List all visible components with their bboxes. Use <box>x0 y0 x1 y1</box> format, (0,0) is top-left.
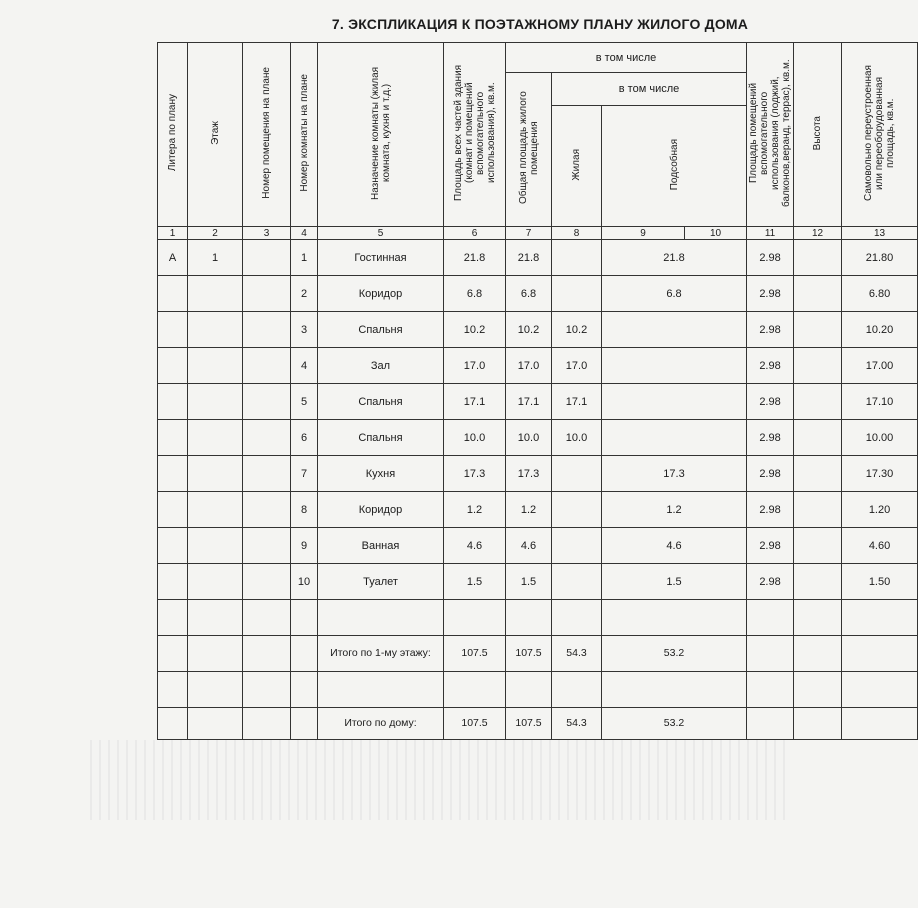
cell-litera <box>158 456 188 492</box>
cell-living-total: 21.8 <box>506 240 552 276</box>
cell-floor: 1 <box>188 240 243 276</box>
cell-litera <box>158 384 188 420</box>
header-auxiliary: Подсобная <box>602 105 747 226</box>
table-row <box>158 456 918 492</box>
cell-living <box>552 492 602 528</box>
cell-room: 1 <box>291 240 318 276</box>
cell-purpose: Ванная <box>318 528 444 564</box>
cell-premise <box>243 384 291 420</box>
cell-total: 1.2 <box>444 492 506 528</box>
col-number: 4 <box>291 227 318 240</box>
cell-note: 21.80 <box>842 240 918 276</box>
cell-litera <box>158 492 188 528</box>
cell-premise <box>243 528 291 564</box>
cell-note: 17.10 <box>842 384 918 420</box>
cell-litera <box>158 420 188 456</box>
table-row <box>158 492 918 528</box>
cell-height: 2.98 <box>747 240 794 276</box>
cell-note: 17.00 <box>842 348 918 384</box>
house-total-row <box>158 708 918 740</box>
cell-living-total: 10.0 <box>506 420 552 456</box>
header-total-area: Площадь всех частей здания (комнат и помещений вспомогательного использования), кв.м. <box>444 43 506 227</box>
floor-total-living: 54.3 <box>552 636 602 672</box>
cell-room: 9 <box>291 528 318 564</box>
cell-purpose: Зал <box>318 348 444 384</box>
cell-aux: 4.6 <box>602 528 747 564</box>
cell-total: 17.3 <box>444 456 506 492</box>
cell-total: 10.0 <box>444 420 506 456</box>
cell-height: 2.98 <box>747 492 794 528</box>
cell-premise <box>243 276 291 312</box>
cell-purpose: Спальня <box>318 384 444 420</box>
cell-unauth <box>794 420 842 456</box>
cell-floor <box>188 420 243 456</box>
cell-room: 10 <box>291 564 318 600</box>
cell-note: 6.80 <box>842 276 918 312</box>
cell-living-total: 17.3 <box>506 456 552 492</box>
house-total-area: 107.5 <box>444 708 506 740</box>
floor-total-aux: 53.2 <box>602 636 747 672</box>
cell-living <box>552 276 602 312</box>
floor-total-label: Итого по 1-му этажу: <box>318 636 444 672</box>
house-total-aux: 53.2 <box>602 708 747 740</box>
cell-living: 10.2 <box>552 312 602 348</box>
cell-litera <box>158 312 188 348</box>
explication-table <box>157 42 918 740</box>
header-unauthorized: Самовольно переустроенная или переоборудованная площадь, кв.м. <box>842 43 918 227</box>
cell-unauth <box>794 528 842 564</box>
cell-living-total: 10.2 <box>506 312 552 348</box>
cell-living: 17.1 <box>552 384 602 420</box>
cell-total: 17.1 <box>444 384 506 420</box>
col-number: 1 <box>158 227 188 240</box>
cell-total: 10.2 <box>444 312 506 348</box>
cell-room: 3 <box>291 312 318 348</box>
cell-floor <box>188 348 243 384</box>
col-number: 11 <box>747 227 794 240</box>
cell-height: 2.98 <box>747 276 794 312</box>
cell-living <box>552 528 602 564</box>
cell-living-total: 6.8 <box>506 276 552 312</box>
cell-litera <box>158 348 188 384</box>
room-rows <box>158 240 918 600</box>
cell-living: 17.0 <box>552 348 602 384</box>
cell-note: 17.30 <box>842 456 918 492</box>
col-number: 6 <box>444 227 506 240</box>
scan-noise <box>90 740 790 820</box>
cell-litera: А <box>158 240 188 276</box>
cell-premise <box>243 240 291 276</box>
header-living-total: Общая площадь жилого помещения <box>506 73 552 227</box>
cell-floor <box>188 528 243 564</box>
cell-aux <box>602 420 747 456</box>
col-number: 2 <box>188 227 243 240</box>
cell-unauth <box>794 384 842 420</box>
col-number: 10 <box>685 227 747 240</box>
cell-total: 1.5 <box>444 564 506 600</box>
cell-total: 6.8 <box>444 276 506 312</box>
cell-premise <box>243 420 291 456</box>
cell-room: 7 <box>291 456 318 492</box>
header-aux-area: Площадь помещений вспомогательного использования (лоджий, балконов,веранд, террас), кв.м. <box>747 43 794 227</box>
cell-height: 2.98 <box>747 348 794 384</box>
cell-unauth <box>794 312 842 348</box>
table-row <box>158 348 918 384</box>
col-number: 8 <box>552 227 602 240</box>
cell-purpose: Коридор <box>318 276 444 312</box>
table-row <box>158 384 918 420</box>
cell-premise <box>243 456 291 492</box>
cell-premise <box>243 312 291 348</box>
table-row <box>158 420 918 456</box>
cell-height: 2.98 <box>747 564 794 600</box>
cell-litera <box>158 276 188 312</box>
cell-aux: 17.3 <box>602 456 747 492</box>
col-number: 5 <box>318 227 444 240</box>
cell-aux <box>602 312 747 348</box>
column-number-row <box>158 227 918 240</box>
header-height: Высота <box>794 43 842 227</box>
cell-premise <box>243 564 291 600</box>
cell-height: 2.98 <box>747 384 794 420</box>
cell-unauth <box>794 348 842 384</box>
cell-room: 5 <box>291 384 318 420</box>
cell-height: 2.98 <box>747 312 794 348</box>
header-purpose: Назначение комнаты (жилая комната, кухня и т.д.) <box>318 43 444 227</box>
cell-living-total: 17.1 <box>506 384 552 420</box>
cell-unauth <box>794 240 842 276</box>
cell-note: 10.20 <box>842 312 918 348</box>
cell-living-total: 4.6 <box>506 528 552 564</box>
floor-total-living-total: 107.5 <box>506 636 552 672</box>
cell-purpose: Спальня <box>318 312 444 348</box>
col-number: 12 <box>794 227 842 240</box>
cell-floor <box>188 312 243 348</box>
header-including: в том числе <box>506 43 747 73</box>
header-litera: Литера по плану <box>158 43 188 227</box>
table-row <box>158 276 918 312</box>
cell-unauth <box>794 276 842 312</box>
cell-height: 2.98 <box>747 456 794 492</box>
cell-unauth <box>794 564 842 600</box>
cell-note: 4.60 <box>842 528 918 564</box>
house-total-living-total: 107.5 <box>506 708 552 740</box>
cell-living-total: 17.0 <box>506 348 552 384</box>
cell-total: 17.0 <box>444 348 506 384</box>
cell-litera <box>158 564 188 600</box>
cell-premise <box>243 492 291 528</box>
cell-room: 2 <box>291 276 318 312</box>
col-number: 3 <box>243 227 291 240</box>
col-number: 9 <box>602 227 685 240</box>
cell-total: 21.8 <box>444 240 506 276</box>
cell-room: 4 <box>291 348 318 384</box>
cell-room: 6 <box>291 420 318 456</box>
floor-total-row <box>158 636 918 672</box>
table-row <box>158 564 918 600</box>
cell-room: 8 <box>291 492 318 528</box>
floor-total-area: 107.5 <box>444 636 506 672</box>
cell-living: 10.0 <box>552 420 602 456</box>
cell-living-total: 1.2 <box>506 492 552 528</box>
cell-purpose: Коридор <box>318 492 444 528</box>
cell-purpose: Кухня <box>318 456 444 492</box>
cell-note: 1.20 <box>842 492 918 528</box>
header-living: Жилая <box>552 105 602 226</box>
cell-litera <box>158 528 188 564</box>
house-total-label: Итого по дому: <box>318 708 444 740</box>
cell-floor <box>188 456 243 492</box>
cell-unauth <box>794 492 842 528</box>
house-total-living: 54.3 <box>552 708 602 740</box>
cell-aux: 6.8 <box>602 276 747 312</box>
header-premise-no: Номер помещения на плане <box>243 43 291 227</box>
cell-note: 10.00 <box>842 420 918 456</box>
cell-purpose: Туалет <box>318 564 444 600</box>
table-row <box>158 312 918 348</box>
col-number: 7 <box>506 227 552 240</box>
document-title: 7. ЭКСПЛИКАЦИЯ К ПОЭТАЖНОМУ ПЛАНУ ЖИЛОГО ДОМА <box>331 16 749 32</box>
header-including-2: в том числе <box>552 73 747 106</box>
cell-unauth <box>794 456 842 492</box>
cell-height: 2.98 <box>747 420 794 456</box>
cell-purpose: Гостинная <box>318 240 444 276</box>
cell-living-total: 1.5 <box>506 564 552 600</box>
cell-living <box>552 240 602 276</box>
header-floor: Этаж <box>188 43 243 227</box>
cell-total: 4.6 <box>444 528 506 564</box>
header-room-no: Номер комнаты на плане <box>291 43 318 227</box>
cell-floor <box>188 276 243 312</box>
table-row <box>158 240 918 276</box>
cell-floor <box>188 384 243 420</box>
col-number: 13 <box>842 227 918 240</box>
cell-aux <box>602 348 747 384</box>
cell-aux: 1.2 <box>602 492 747 528</box>
empty-row <box>158 672 918 708</box>
cell-aux: 1.5 <box>602 564 747 600</box>
cell-living <box>552 564 602 600</box>
table-row <box>158 528 918 564</box>
cell-height: 2.98 <box>747 528 794 564</box>
cell-floor <box>188 564 243 600</box>
empty-row <box>158 600 918 636</box>
cell-premise <box>243 348 291 384</box>
cell-floor <box>188 492 243 528</box>
cell-purpose: Спальня <box>318 420 444 456</box>
cell-living <box>552 456 602 492</box>
cell-aux <box>602 384 747 420</box>
cell-note: 1.50 <box>842 564 918 600</box>
cell-aux: 21.8 <box>602 240 747 276</box>
